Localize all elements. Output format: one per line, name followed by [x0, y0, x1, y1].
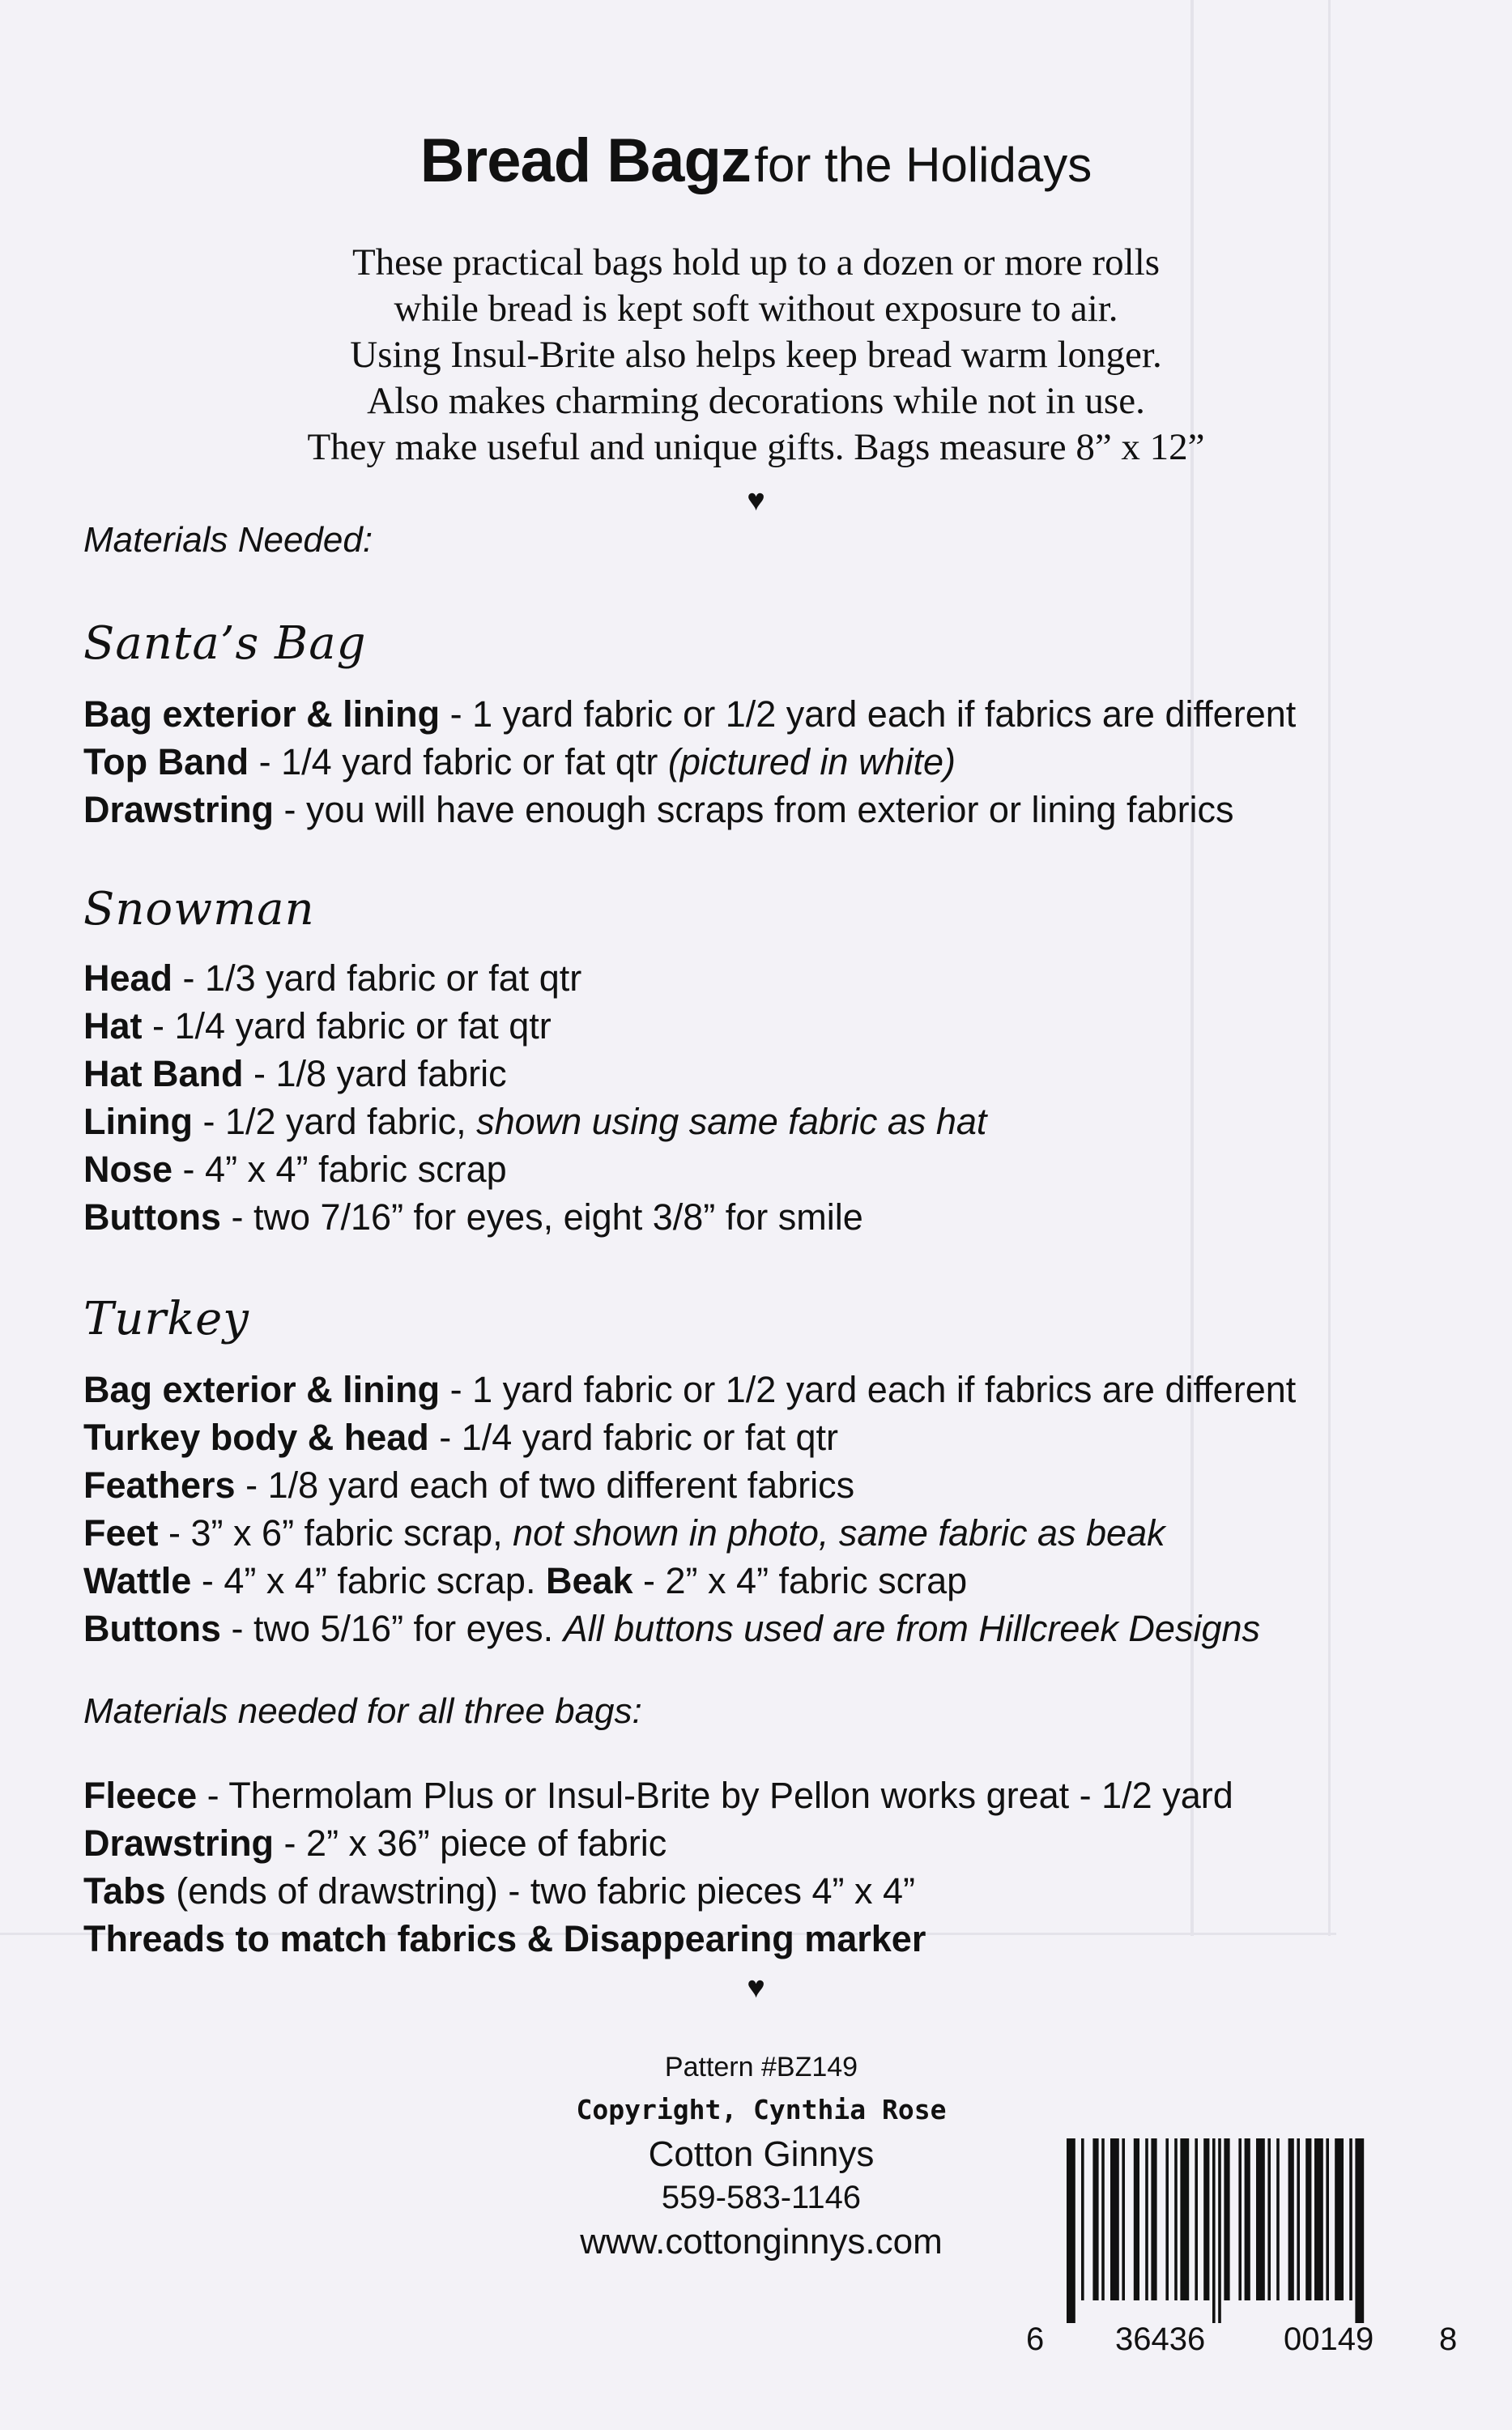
- material-name: Turkey body & head: [83, 1417, 429, 1458]
- material-item: [83, 1050, 986, 1098]
- material-name: Wattle: [83, 1560, 192, 1601]
- barcode-bar: [1134, 2138, 1139, 2300]
- material-name: Drawstring: [83, 1823, 275, 1864]
- material-detail: - 1/2 yard fabric,: [192, 1101, 477, 1142]
- barcode-bars: [1063, 2138, 1428, 2325]
- material-note: (pictured in white): [658, 741, 956, 782]
- material-item: [83, 1557, 1296, 1605]
- material-name: Drawstring: [83, 789, 275, 830]
- barcode-bar: [1238, 2138, 1242, 2300]
- barcode-bar: [1314, 2138, 1323, 2300]
- heart-icon: ♥: [747, 484, 765, 518]
- barcode-group-1: 36436: [1115, 2321, 1206, 2357]
- barcode-bar: [1122, 2138, 1125, 2300]
- title-sub: for the Holidays: [754, 138, 1092, 192]
- material-detail: - 1/8 yard each of two different fabrics: [235, 1464, 855, 1506]
- snowman-title: Snowman: [83, 883, 315, 936]
- material-item: [83, 1509, 1296, 1557]
- turkey-title: Turkey: [83, 1293, 249, 1345]
- page-title: [0, 126, 1512, 196]
- barcode-bar: [1245, 2138, 1250, 2300]
- barcode-bar: [1174, 2138, 1178, 2300]
- material-name: Hat: [83, 1005, 143, 1047]
- barcode-bar: [1195, 2138, 1198, 2300]
- material-detail: - you will have enough scraps from exterior or lining fabrics: [274, 789, 1234, 830]
- barcode-bar: [1297, 2138, 1300, 2300]
- materials-label: Materials Needed:: [83, 520, 373, 560]
- material-name: Buttons: [83, 1196, 221, 1238]
- material-item: [83, 1819, 1233, 1867]
- material-detail: (ends of drawstring) - two fabric pieces 4” x 4”: [165, 1870, 916, 1912]
- material-note: All buttons used are from Hillcreek Designs: [563, 1608, 1261, 1649]
- all-bags-list: [83, 1771, 1233, 1963]
- turkey-list: [83, 1366, 1296, 1652]
- barcode-bar: [1224, 2138, 1229, 2300]
- barcode-bar: [1276, 2138, 1280, 2300]
- material-name: Tabs: [83, 1870, 166, 1912]
- barcode-bar: [1151, 2138, 1156, 2300]
- barcode-bar: [1081, 2138, 1084, 2300]
- material-item: [83, 1915, 1233, 1963]
- material-detail: - 4” x 4” fabric scrap.: [191, 1560, 546, 1601]
- material-detail: - 4” x 4” fabric scrap: [172, 1149, 507, 1190]
- material-item: [83, 1193, 986, 1241]
- barcode-group-2: 00149: [1284, 2321, 1374, 2357]
- material-item: [83, 954, 986, 1002]
- material-item: [83, 1605, 1296, 1652]
- material-name: Feathers: [83, 1464, 236, 1506]
- barcode-bar: [1067, 2138, 1075, 2323]
- material-name: Lining: [83, 1101, 193, 1142]
- pattern-number: Pattern #BZ149: [664, 2052, 858, 2083]
- barcode-bar: [1212, 2138, 1216, 2323]
- phone-number: 559-583-1146: [661, 2180, 862, 2215]
- santa-title: Santa’s Bag: [83, 617, 367, 670]
- material-item: [83, 1098, 986, 1145]
- material-detail: - two 5/16” for eyes.: [220, 1608, 564, 1649]
- material-name: Beak: [545, 1560, 633, 1601]
- material-detail: - 1/4 yard fabric or fat qtr: [142, 1005, 552, 1047]
- material-name: Head: [83, 957, 173, 999]
- material-name: Top Band: [83, 741, 249, 782]
- material-item: [83, 1145, 986, 1193]
- material-name: Bag exterior & lining: [83, 693, 441, 735]
- material-note: shown using same fabric as hat: [476, 1101, 987, 1142]
- intro-line: Also makes charming decorations while not in use.: [367, 380, 1145, 422]
- title-main: Bread Bagz: [420, 126, 751, 195]
- all-bags-label: Materials needed for all three bags:: [83, 1691, 642, 1731]
- material-item: [83, 1771, 1233, 1819]
- barcode-bar: [1288, 2138, 1294, 2300]
- material-name: Bag exterior & lining: [83, 1369, 441, 1410]
- barcode-bar: [1165, 2138, 1169, 2300]
- barcode: [1024, 2138, 1466, 2357]
- material-name: Buttons: [83, 1608, 221, 1649]
- barcode-bar: [1349, 2138, 1352, 2300]
- copyright: Copyright, Cynthia Rose: [576, 2094, 947, 2125]
- barcode-bar: [1218, 2138, 1221, 2323]
- material-item: [83, 1867, 1233, 1915]
- material-detail: - 1 yard fabric or 1/2 yard each if fabrics are different: [440, 1369, 1297, 1410]
- material-detail: - 3” x 6” fabric scrap,: [158, 1512, 513, 1554]
- barcode-bar: [1335, 2138, 1344, 2300]
- barcode-bar: [1267, 2138, 1271, 2300]
- material-detail: - two 7/16” for eyes, eight 3/8” for smile: [220, 1196, 863, 1238]
- material-detail: - 2” x 4” fabric scrap: [632, 1560, 968, 1601]
- barcode-bar: [1256, 2138, 1265, 2300]
- barcode-digit-right: 8: [1439, 2321, 1458, 2357]
- material-name: Nose: [83, 1149, 173, 1190]
- material-item: [83, 1366, 1296, 1413]
- intro-line: These practical bags hold up to a dozen or more rolls: [351, 241, 1161, 284]
- intro-line: while bread is kept soft without exposure to air.: [394, 288, 1118, 330]
- material-note: not shown in photo, same fabric as beak: [513, 1512, 1165, 1554]
- material-name: Hat Band: [83, 1053, 244, 1094]
- material-name: Feet: [83, 1512, 159, 1554]
- material-item: [83, 786, 1296, 833]
- material-detail: - 1/3 yard fabric or fat qtr: [172, 957, 582, 999]
- barcode-bar: [1180, 2138, 1189, 2300]
- barcode-bar: [1110, 2138, 1119, 2300]
- barcode-bar: [1326, 2138, 1329, 2300]
- material-detail: - 2” x 36” piece of fabric: [274, 1823, 667, 1864]
- website-link[interactable]: www.cottonginnys.com: [580, 2222, 943, 2262]
- barcode-bar: [1145, 2138, 1148, 2300]
- santa-list: [83, 690, 1296, 833]
- barcode-bar: [1305, 2138, 1311, 2300]
- intro-paragraph: [0, 240, 1512, 471]
- barcode-bar: [1203, 2138, 1209, 2300]
- material-name: Fleece: [83, 1775, 198, 1816]
- material-detail: - 1 yard fabric or 1/2 yard each if fabrics are different: [440, 693, 1297, 735]
- barcode-bar: [1101, 2138, 1105, 2300]
- material-item: [83, 1002, 986, 1050]
- material-item: [83, 1413, 1296, 1461]
- intro-line: They make useful and unique gifts. Bags measure 8” x 12”: [307, 426, 1205, 468]
- material-item: [83, 690, 1296, 738]
- barcode-bar: [1092, 2138, 1098, 2300]
- material-item: [83, 1461, 1296, 1509]
- snowman-list: [83, 954, 986, 1241]
- barcode-digit-left: 6: [1026, 2321, 1045, 2357]
- material-item: [83, 738, 1296, 786]
- heart-icon: ♥: [747, 1971, 765, 2005]
- material-detail: - 1/4 yard fabric or fat qtr: [249, 741, 658, 782]
- footer: [518, 2048, 1004, 2265]
- material-name: Threads to match fabrics & Disappearing marker: [83, 1918, 926, 1959]
- material-detail: - 1/4 yard fabric or fat qtr: [428, 1417, 838, 1458]
- material-detail: - 1/8 yard fabric: [243, 1053, 507, 1094]
- intro-line: Using Insul-Brite also helps keep bread warm longer.: [350, 334, 1162, 376]
- company-name: Cotton Ginnys: [648, 2134, 875, 2174]
- barcode-bar: [1355, 2138, 1364, 2323]
- material-detail: - Thermolam Plus or Insul-Brite by Pellon works great - 1/2 yard: [197, 1775, 1233, 1816]
